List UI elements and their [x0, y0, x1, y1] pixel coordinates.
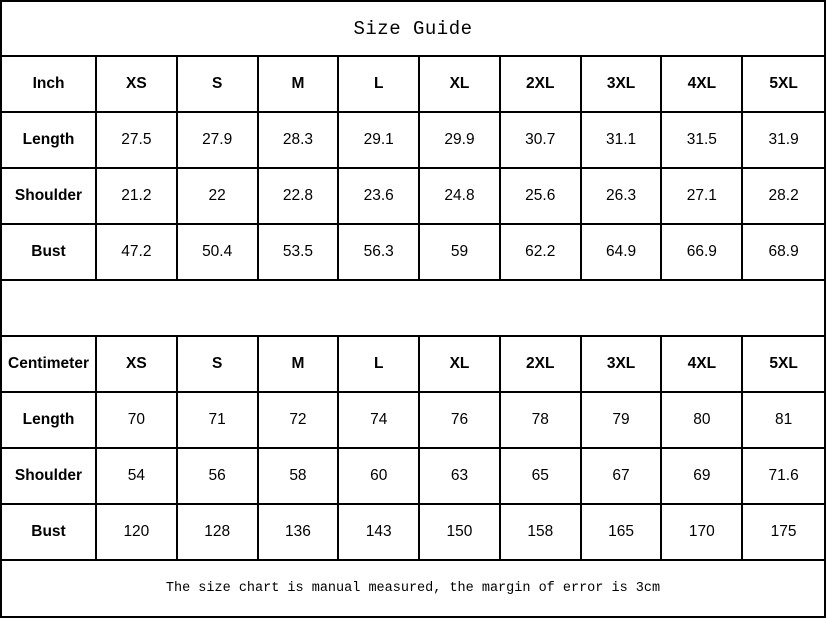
value-cell: 69: [662, 449, 743, 505]
value-cell: 22.8: [259, 169, 340, 225]
value-cell: 21.2: [97, 169, 178, 225]
value-cell: 71.6: [743, 449, 824, 505]
row-label-length: Length: [2, 393, 97, 449]
value-cell: 128: [178, 505, 259, 561]
value-cell: 24.8: [420, 169, 501, 225]
value-cell: 60: [339, 449, 420, 505]
unit-label-centimeter: Centimeter: [2, 337, 97, 393]
size-header-l: L: [339, 337, 420, 393]
value-cell: 53.5: [259, 225, 340, 281]
size-header-m: M: [259, 57, 340, 113]
size-header-s: S: [178, 57, 259, 113]
size-header-m: M: [259, 337, 340, 393]
row-label-bust: Bust: [2, 225, 97, 281]
value-cell: 81: [743, 393, 824, 449]
value-cell: 165: [582, 505, 663, 561]
value-cell: 29.9: [420, 113, 501, 169]
size-header-2xl: 2XL: [501, 57, 582, 113]
row-label-bust: Bust: [2, 505, 97, 561]
value-cell: 71: [178, 393, 259, 449]
value-cell: 143: [339, 505, 420, 561]
size-header-2xl: 2XL: [501, 337, 582, 393]
value-cell: 68.9: [743, 225, 824, 281]
inch-size-table: [2, 57, 824, 281]
size-header-xl: XL: [420, 337, 501, 393]
value-cell: 56: [178, 449, 259, 505]
size-header-xs: XS: [97, 57, 178, 113]
size-header-5xl: 5XL: [743, 337, 824, 393]
value-cell: 27.5: [97, 113, 178, 169]
size-header-5xl: 5XL: [743, 57, 824, 113]
row-label-length: Length: [2, 113, 97, 169]
size-header-l: L: [339, 57, 420, 113]
value-cell: 70: [97, 393, 178, 449]
value-cell: 31.5: [662, 113, 743, 169]
value-cell: 175: [743, 505, 824, 561]
value-cell: 29.1: [339, 113, 420, 169]
value-cell: 62.2: [501, 225, 582, 281]
value-cell: 67: [582, 449, 663, 505]
value-cell: 27.1: [662, 169, 743, 225]
size-header-3xl: 3XL: [582, 337, 663, 393]
size-header-xs: XS: [97, 337, 178, 393]
value-cell: 74: [339, 393, 420, 449]
centimeter-size-table: [2, 337, 824, 561]
value-cell: 50.4: [178, 225, 259, 281]
value-cell: 158: [501, 505, 582, 561]
value-cell: 26.3: [582, 169, 663, 225]
value-cell: 31.9: [743, 113, 824, 169]
value-cell: 23.6: [339, 169, 420, 225]
value-cell: 170: [662, 505, 743, 561]
size-header-xl: XL: [420, 57, 501, 113]
value-cell: 30.7: [501, 113, 582, 169]
table-separator: [2, 281, 824, 337]
measurement-note: The size chart is manual measured, the margin of error is 3cm: [165, 581, 661, 596]
value-cell: 28.3: [259, 113, 340, 169]
value-cell: 150: [420, 505, 501, 561]
page-title: Size Guide: [2, 2, 824, 57]
value-cell: 80: [662, 393, 743, 449]
value-cell: 22: [178, 169, 259, 225]
row-label-shoulder: Shoulder: [2, 169, 97, 225]
value-cell: 63: [420, 449, 501, 505]
value-cell: 79: [582, 393, 663, 449]
size-header-3xl: 3XL: [582, 57, 663, 113]
value-cell: 59: [420, 225, 501, 281]
value-cell: 58: [259, 449, 340, 505]
value-cell: 76: [420, 393, 501, 449]
value-cell: 136: [259, 505, 340, 561]
value-cell: 25.6: [501, 169, 582, 225]
value-cell: 72: [259, 393, 340, 449]
value-cell: 56.3: [339, 225, 420, 281]
value-cell: 54: [97, 449, 178, 505]
size-header-s: S: [178, 337, 259, 393]
value-cell: 64.9: [582, 225, 663, 281]
value-cell: 78: [501, 393, 582, 449]
size-header-4xl: 4XL: [662, 57, 743, 113]
row-label-shoulder: Shoulder: [2, 449, 97, 505]
value-cell: 47.2: [97, 225, 178, 281]
value-cell: 120: [97, 505, 178, 561]
value-cell: 31.1: [582, 113, 663, 169]
size-header-4xl: 4XL: [662, 337, 743, 393]
value-cell: 28.2: [743, 169, 824, 225]
value-cell: 65: [501, 449, 582, 505]
value-cell: 27.9: [178, 113, 259, 169]
unit-label-inch: Inch: [2, 57, 97, 113]
value-cell: 66.9: [662, 225, 743, 281]
